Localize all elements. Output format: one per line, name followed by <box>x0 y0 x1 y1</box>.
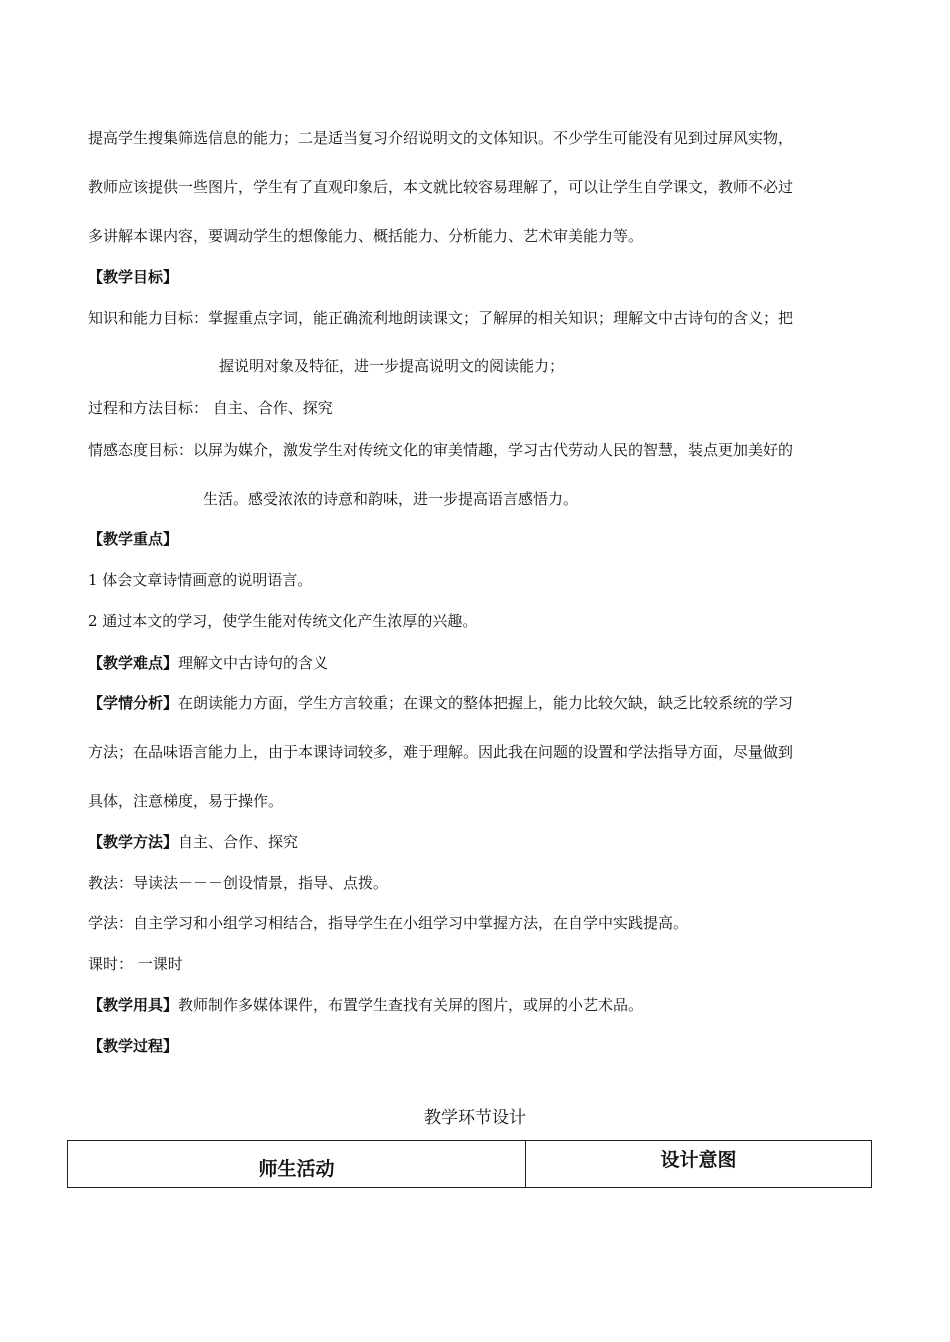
section-heading-methods: 【教学方法】 <box>88 833 179 851</box>
tools-text: 教师制作多媒体课件，布置学生查找有关屏的图片，或屏的小艺术品。 <box>178 996 644 1014</box>
key-point-item: 2 通过本文的学习，使学生能对传统文化产生浓厚的兴趣。 <box>88 612 478 630</box>
section-heading-key-points: 【教学重点】 <box>88 530 179 548</box>
paragraph-line: 多讲解本课内容，要调动学生的想像能力、概括能力、分析能力、艺术审美能力等。 <box>88 227 644 245</box>
tools-row <box>88 995 643 1015</box>
analysis-line: 方法；在品味语言能力上，由于本课诗词较多，难于理解。因此我在问题的设置和学法指导方面，尽量做到 <box>88 743 794 761</box>
goal-knowledge: 知识和能力目标：掌握重点字词，能正确流利地朗读课文；了解屏的相关知识；理解文中古诗句的含义；把 <box>88 309 794 327</box>
analysis-text: 在朗读能力方面，学生方言较重；在课文的整体把握上，能力比较欠缺，缺乏比较系统的学习 <box>178 694 794 712</box>
methods-row <box>88 832 298 852</box>
key-point-item: 1 体会文章诗情画意的说明语言。 <box>88 571 313 589</box>
paragraph-line: 提高学生搜集筛选信息的能力；二是适当复习介绍说明文的文体知识。不少学生可能没有见到过屏风实物， <box>88 129 794 147</box>
goal-emotion: 情感态度目标：以屏为媒介，激发学生对传统文化的审美情趣，学习古代劳动人民的智慧，装点更加美好的 <box>88 441 794 459</box>
analysis-row <box>88 693 793 713</box>
difficulty-row <box>88 653 328 673</box>
section-heading-process: 【教学过程】 <box>88 1037 179 1055</box>
goal-knowledge-cont: 握说明对象及特征，进一步提高说明文的阅读能力； <box>219 357 565 375</box>
methods-text: 自主、合作、探究 <box>178 833 299 851</box>
section-heading-goals: 【教学目标】 <box>88 268 179 286</box>
goal-process: 过程和方法目标： 自主、合作、探究 <box>88 399 333 417</box>
section-heading-difficulty: 【教学难点】 <box>88 654 179 672</box>
table-title: 教学环节设计 <box>424 1108 526 1128</box>
paragraph-line: 教师应该提供一些图片，学生有了直观印象后，本文就比较容易理解了，可以让学生自学课文，教师不必过 <box>88 178 794 196</box>
class-period: 课时： 一课时 <box>88 955 183 973</box>
table-header-intent: 设计意图 <box>660 1149 737 1171</box>
section-heading-tools: 【教学用具】 <box>88 996 179 1014</box>
design-table <box>67 1140 872 1188</box>
goal-emotion-cont: 生活。感受浓浓的诗意和韵味，进一步提高语言感悟力。 <box>203 490 579 508</box>
learn-method: 学法：自主学习和小组学习相结合，指导学生在小组学习中掌握方法，在自学中实践提高。 <box>88 914 689 932</box>
analysis-line: 具体，注意梯度，易于操作。 <box>88 792 284 810</box>
teach-method: 教法：导读法－－－创设情景，指导、点拨。 <box>88 874 389 892</box>
section-heading-analysis: 【学情分析】 <box>88 694 179 712</box>
difficulty-text: 理解文中古诗句的含义 <box>178 654 329 672</box>
table-header-activities: 师生活动 <box>68 1141 526 1187</box>
